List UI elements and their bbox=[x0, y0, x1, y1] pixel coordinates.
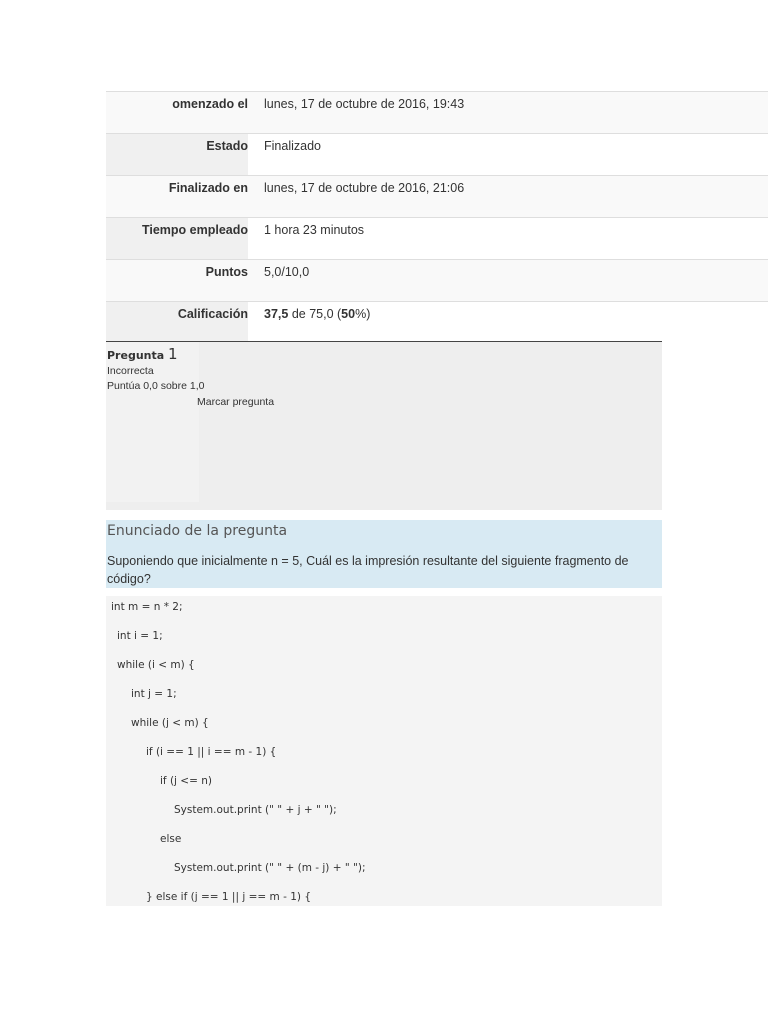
summary-value: 5,0/10,0 bbox=[264, 265, 310, 279]
flag-question-link[interactable]: Marcar pregunta bbox=[197, 396, 275, 408]
attempt-summary-table bbox=[106, 91, 768, 343]
code-line: else bbox=[160, 833, 182, 845]
summary-label: Calificación bbox=[106, 302, 248, 343]
summary-row-state bbox=[106, 133, 768, 175]
summary-value: lunes, 17 de octubre de 2016, 19:43 bbox=[264, 97, 465, 111]
summary-label: Finalizado en bbox=[168, 181, 248, 195]
summary-row-points bbox=[106, 259, 768, 301]
question-label: Pregunta bbox=[107, 349, 165, 362]
code-line: if (j <= n) bbox=[160, 775, 212, 787]
code-line: if (i == 1 || i == m - 1) { bbox=[146, 746, 277, 758]
summary-value: lunes, 17 de octubre de 2016, 21:06 bbox=[264, 181, 465, 195]
code-line: } else if (j == 1 || j == m - 1) { bbox=[146, 891, 312, 903]
summary-value bbox=[248, 302, 370, 343]
code-line: System.out.print (" " + j + " "); bbox=[174, 804, 337, 816]
grade-max: de 75,0 ( bbox=[288, 307, 342, 321]
summary-row-started bbox=[106, 91, 768, 133]
code-line: while (i < m) { bbox=[117, 659, 195, 671]
code-line: System.out.print (" " + (m - j) + " "); bbox=[174, 862, 366, 874]
code-line: int j = 1; bbox=[131, 688, 177, 700]
code-line: int i = 1; bbox=[117, 630, 163, 642]
summary-label: Puntos bbox=[205, 265, 248, 279]
code-block bbox=[106, 596, 662, 906]
summary-value: 1 hora 23 minutos bbox=[264, 223, 365, 237]
grade-percent-suffix: %) bbox=[355, 307, 371, 321]
question-grade: Puntúa 0,0 sobre 1,0 bbox=[107, 380, 205, 392]
question-formulation bbox=[106, 520, 662, 588]
question-info-box bbox=[106, 341, 662, 510]
summary-label: Tiempo empleado bbox=[106, 218, 248, 259]
summary-label: Estado bbox=[106, 134, 248, 175]
summary-row-grade bbox=[106, 301, 768, 343]
grade-score: 37,5 bbox=[264, 307, 289, 321]
formulation-heading: Enunciado de la pregunta bbox=[107, 523, 288, 539]
summary-row-time-taken bbox=[106, 217, 768, 259]
summary-value: Finalizado bbox=[264, 139, 321, 153]
code-line: int m = n * 2; bbox=[111, 601, 183, 613]
summary-row-completed bbox=[106, 175, 768, 217]
grade-percent: 50 bbox=[341, 307, 356, 321]
question-text: Suponiendo que inicialmente n = 5, Cuál es la impresión resultante del siguiente fragmento de código? bbox=[107, 554, 629, 586]
code-line: while (j < m) { bbox=[131, 717, 209, 729]
question-number bbox=[107, 345, 178, 363]
question-state: Incorrecta bbox=[107, 365, 154, 377]
summary-label: omenzado el bbox=[172, 97, 248, 111]
question-number-value: 1 bbox=[168, 345, 178, 363]
